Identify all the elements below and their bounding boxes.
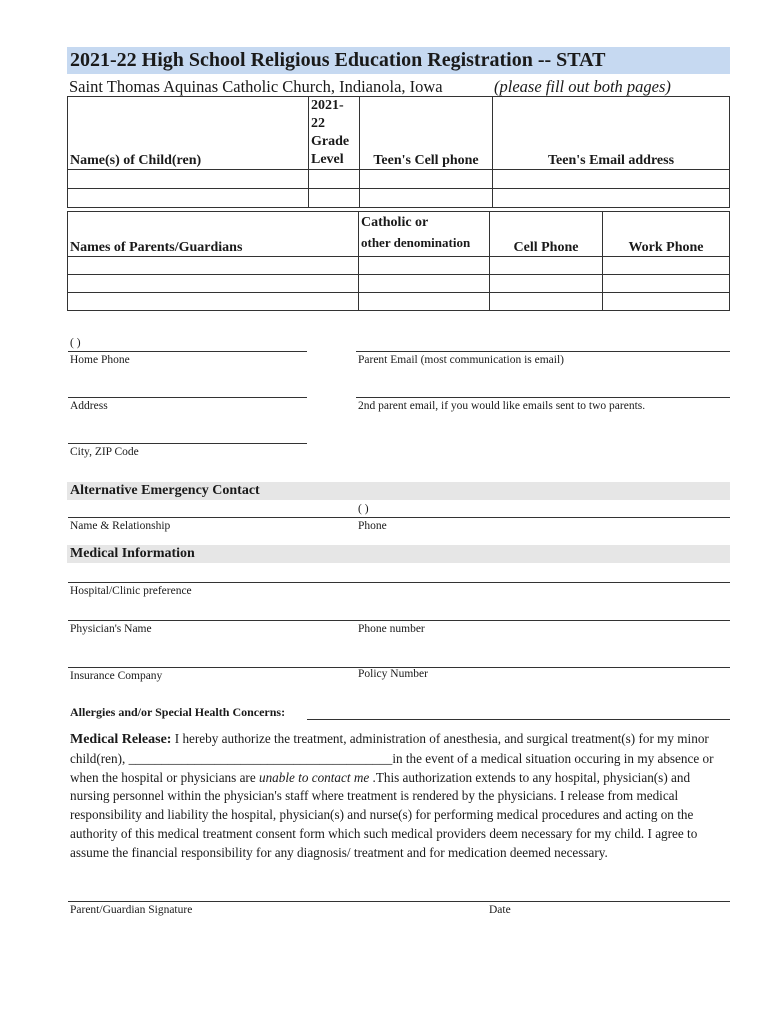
child-table bbox=[67, 96, 730, 208]
cell-phone-cell[interactable] bbox=[490, 293, 603, 311]
denomination-cell[interactable] bbox=[359, 275, 490, 293]
policy-label: Policy Number bbox=[358, 668, 428, 680]
church-subtitle: Saint Thomas Aquinas Catholic Church, Indianola, Iowa bbox=[69, 77, 443, 96]
col-cell-phone: Cell Phone bbox=[490, 212, 603, 257]
medical-release-paragraph: Medical Release: I hereby authorize the treatment, administration of anesthesia, and surgical treatment(s) for my minor child(ren), ________________________________________in the event of a medical situation occuring in my absence or when the hospital or physicians are unable to contact me .This authorization extends to any hospital, physician(s) and nursing personnel within the physician's staff where treatment is rendered by the physicians. I release from medical responsibility and liability the hospital, physician(s) and nurse(s) for performing medical procedures and acting on the authority of this medical treatment consent form which such medical providers deem necessary for my child. I agree to assume the financial responsibility for any diagnosis/ treatment and for medication deemed necessary. bbox=[70, 731, 714, 860]
emergency-area-code: ( ) bbox=[358, 503, 369, 515]
work-phone-cell[interactable] bbox=[603, 275, 730, 293]
denomination-cell[interactable] bbox=[359, 257, 490, 275]
table-row bbox=[68, 275, 730, 293]
cell-phone-cell[interactable] bbox=[490, 275, 603, 293]
parent-name-cell[interactable] bbox=[68, 293, 359, 311]
col-work-phone: Work Phone bbox=[603, 212, 730, 257]
col-teen-cell: Teen's Cell phone bbox=[360, 97, 493, 170]
emergency-name-label: Name & Relationship bbox=[70, 520, 171, 532]
denomination-cell[interactable] bbox=[359, 293, 490, 311]
fill-both-pages-note: (please fill out both pages) bbox=[494, 77, 671, 96]
medical-information-heading: Medical Information bbox=[67, 545, 730, 563]
parent-table bbox=[67, 211, 730, 311]
email-cell[interactable] bbox=[493, 170, 730, 189]
city-zip-label: City, ZIP Code bbox=[70, 446, 139, 458]
parent-email-label: Parent Email (most communication is email) bbox=[358, 354, 564, 366]
grade-cell[interactable] bbox=[309, 170, 360, 189]
cell-phone-cell[interactable] bbox=[360, 170, 493, 189]
cell-phone-cell[interactable] bbox=[360, 189, 493, 208]
hospital-label: Hospital/Clinic preference bbox=[70, 585, 192, 597]
second-email-line[interactable] bbox=[356, 397, 730, 398]
address-line[interactable] bbox=[68, 397, 307, 398]
second-email-label: 2nd parent email, if you would like emails sent to two parents. bbox=[358, 400, 646, 412]
grade-cell[interactable] bbox=[309, 189, 360, 208]
physician-label: Physician's Name bbox=[70, 623, 152, 635]
work-phone-cell[interactable] bbox=[603, 257, 730, 275]
table-row bbox=[68, 189, 730, 208]
hospital-line[interactable] bbox=[68, 582, 730, 583]
city-zip-line[interactable] bbox=[68, 443, 307, 444]
signature-label: Parent/Guardian Signature bbox=[70, 904, 193, 916]
home-phone-line[interactable] bbox=[68, 351, 307, 352]
address-label: Address bbox=[70, 400, 108, 412]
emergency-contact-line[interactable] bbox=[68, 517, 730, 518]
allergies-label: Allergies and/or Special Health Concerns: bbox=[70, 705, 286, 719]
insurance-label: Insurance Company bbox=[70, 670, 163, 682]
table-row bbox=[68, 257, 730, 275]
work-phone-cell[interactable] bbox=[603, 293, 730, 311]
parent-name-cell[interactable] bbox=[68, 257, 359, 275]
physician-phone-label: Phone number bbox=[358, 623, 425, 635]
parent-email-line[interactable] bbox=[356, 351, 730, 352]
child-name-cell[interactable] bbox=[68, 189, 309, 208]
cell-phone-cell[interactable] bbox=[490, 257, 603, 275]
home-phone-label: Home Phone bbox=[70, 354, 130, 366]
col-denomination: Catholic or other denomination bbox=[359, 212, 490, 257]
form-title: 2021-22 High School Religious Education Registration -- STAT bbox=[67, 47, 730, 74]
col-child-name: Name(s) of Child(ren) bbox=[68, 97, 309, 170]
date-label: Date bbox=[489, 904, 511, 916]
email-cell[interactable] bbox=[493, 189, 730, 208]
parent-name-cell[interactable] bbox=[68, 275, 359, 293]
child-name-cell[interactable] bbox=[68, 170, 309, 189]
col-parent-name: Names of Parents/Guardians bbox=[68, 212, 359, 257]
col-grade-level: 2021-22 Grade Level bbox=[309, 97, 360, 170]
emergency-contact-heading: Alternative Emergency Contact bbox=[67, 482, 730, 500]
signature-line[interactable] bbox=[68, 901, 730, 902]
medical-release-lead: Medical Release: bbox=[70, 732, 172, 747]
allergies-line[interactable] bbox=[307, 719, 730, 720]
physician-line[interactable] bbox=[68, 620, 730, 621]
home-phone-area-code: ( ) bbox=[70, 337, 81, 349]
table-row bbox=[68, 170, 730, 189]
col-teen-email: Teen's Email address bbox=[493, 97, 730, 170]
emergency-phone-label: Phone bbox=[358, 520, 387, 532]
table-row bbox=[68, 293, 730, 311]
